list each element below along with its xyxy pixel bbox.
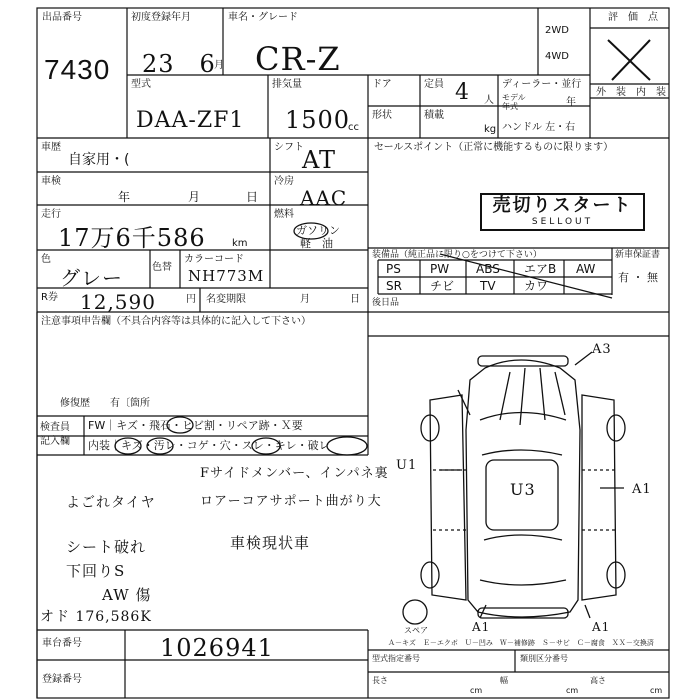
chassis-no-value: 1026941: [160, 634, 274, 662]
fuel-value: ガソリン: [296, 224, 340, 237]
capacity-unit: 人: [484, 95, 494, 106]
katashiki-value: DAA-ZF1: [136, 108, 245, 133]
note-4: シート破れ: [66, 538, 147, 556]
spare-label: スペア: [404, 626, 428, 635]
r-ticket-value: 12,590: [80, 290, 156, 314]
sellout-en: SELLOUT: [531, 217, 594, 227]
inspection-month: 月: [188, 190, 201, 204]
height-label: 高さ: [590, 676, 606, 685]
interior-row: 内装｜キズ・汚レ・コゲ・穴・スレ・キレ・破レ: [88, 439, 330, 452]
shift-label: シフト: [274, 142, 304, 153]
sellout-stamp: [480, 193, 645, 231]
lot-no-label: 出品番号: [42, 12, 82, 23]
warranty-value: 有 ・ 無: [618, 271, 658, 284]
warranty-label: 新車保証書: [615, 250, 661, 260]
equip-abs: ABS: [476, 262, 500, 276]
damage-legend: Ａ－キズ Ｅ－エクボ Ｕ－凹み Ｗ－補修跡 Ｓ－サビ Ｃ－腐食 ＸＸ－交換済: [388, 639, 654, 647]
sales-point-label: セールスポイント（正常に機能するものに限ります）: [374, 142, 614, 153]
score-x-mark: [608, 40, 650, 80]
equipment-label: 装備品（純正品に限り○をつけて下さい）: [372, 250, 542, 260]
fuel-label: 燃料: [274, 209, 294, 220]
name-change-month: 月: [300, 294, 310, 305]
cc-unit: cc: [348, 122, 359, 133]
width-cm: cm: [566, 686, 579, 695]
katashiki-label: 型式: [131, 79, 151, 90]
equip-ps: PS: [386, 262, 401, 276]
note-5: 下回りS: [66, 562, 126, 580]
recolor-label: 色替: [152, 262, 172, 273]
inspector-label: 検査員 記入欄: [40, 422, 70, 447]
capacity-value: 4: [455, 80, 470, 105]
history-value: 自家用・(: [68, 152, 130, 168]
first-reg-month: 月: [214, 60, 224, 71]
displacement-label: 排気量: [272, 79, 302, 90]
mileage-label: 走行: [41, 209, 61, 220]
score-label: 評 価 点: [608, 12, 658, 23]
retrofit-label: 後日品: [372, 298, 400, 308]
first-reg-label: 初度登録年月: [131, 12, 191, 23]
sellout-jp: 売切りスタート: [492, 195, 633, 216]
color-label: 色: [41, 254, 51, 265]
note-8: オド 176,586K: [40, 609, 152, 625]
inspection-day: 日: [246, 190, 259, 204]
equip-aw: AW: [576, 262, 596, 276]
light-oil-label: 軽 油: [300, 237, 333, 250]
km-unit: km: [232, 238, 248, 249]
lot-no-value: 7430: [44, 54, 111, 85]
equip-tv: TV: [480, 279, 496, 293]
fw-row: FW｜キズ・飛石・ヒビ割・リペア跡・Ｘ要: [88, 419, 303, 432]
4wd-label: 4WD: [545, 51, 569, 62]
first-reg-value: 23 6: [142, 50, 216, 78]
inspection-year: 年: [118, 190, 131, 204]
note-6: AW 傷: [102, 586, 152, 604]
loading-label: 積載: [424, 110, 444, 121]
model-year-label: モデル 年式: [502, 93, 526, 111]
color-code-value: NH773M: [188, 267, 265, 285]
notes-label: 注意事項申告欄（不具合内容等は具体的に記入して下さい）: [41, 316, 311, 327]
color-value: グレー: [60, 266, 123, 290]
diagram-a1-rear-left: A1: [472, 620, 491, 634]
class-code-label: 類別区分番号: [520, 654, 568, 663]
car-name-label: 車名・グレード: [228, 12, 298, 23]
model-designation-label: 型式指定番号: [372, 654, 420, 663]
equip-pw: PW: [430, 262, 450, 276]
diagram-a1: A1: [632, 482, 652, 497]
note-2: ロアーコアサポート曲がり大: [200, 494, 382, 509]
cooler-value: AAC: [300, 186, 348, 210]
diagram-u3: U3: [510, 480, 536, 499]
door-label: ドア: [372, 79, 392, 90]
history-label: 車歴: [41, 142, 61, 153]
reg-no-label: 登録番号: [42, 674, 82, 685]
length-label: 長さ: [372, 676, 388, 685]
chassis-no-label: 車台番号: [42, 638, 82, 649]
dealer-label: ディーラー・並行: [502, 79, 582, 90]
width-label: 幅: [500, 676, 508, 685]
shift-value: AT: [302, 146, 337, 174]
name-change-day: 日: [350, 294, 360, 305]
capacity-label: 定員: [424, 79, 444, 90]
mileage-value: 17万6千586: [58, 224, 206, 252]
diagram-a3: A3: [592, 342, 612, 357]
r-ticket-yen: 円: [186, 294, 196, 305]
name-change-label: 名変期限: [206, 294, 246, 305]
equip-sr: SR: [386, 279, 402, 293]
shape-label: 形状: [372, 110, 392, 121]
r-ticket-label: R券: [41, 292, 58, 303]
equip-navi: チビ: [430, 279, 455, 293]
exterior-label: 外 装: [596, 87, 626, 98]
car-name-value: CR-Z: [255, 40, 341, 78]
diagram-u1: U1: [396, 458, 418, 473]
interior-label: 内 装: [636, 87, 666, 98]
equip-leather: カワ: [524, 279, 549, 293]
diagram-a1-rear-right: A1: [592, 620, 611, 634]
equip-airbag: エアB: [524, 262, 557, 276]
note-3: よごれタイヤ: [66, 495, 156, 511]
note-1: Fサイドメンバー、インパネ裏: [200, 466, 389, 481]
length-cm: cm: [470, 686, 483, 695]
inspection-label: 車検: [41, 176, 61, 187]
displacement-value: 1500: [285, 106, 351, 134]
2wd-label: 2WD: [545, 25, 569, 36]
handle-label: ハンドル 左・右: [502, 122, 576, 133]
cooler-label: 冷房: [274, 176, 294, 187]
height-cm: cm: [650, 686, 663, 695]
note-7: 車検現状車: [230, 534, 311, 552]
model-year-nen: 年: [566, 97, 576, 108]
kg-unit: kg: [484, 124, 497, 135]
color-code-label: カラーコード: [184, 254, 244, 265]
repair-history-label: 修復歴 有〔箇所: [60, 398, 150, 409]
